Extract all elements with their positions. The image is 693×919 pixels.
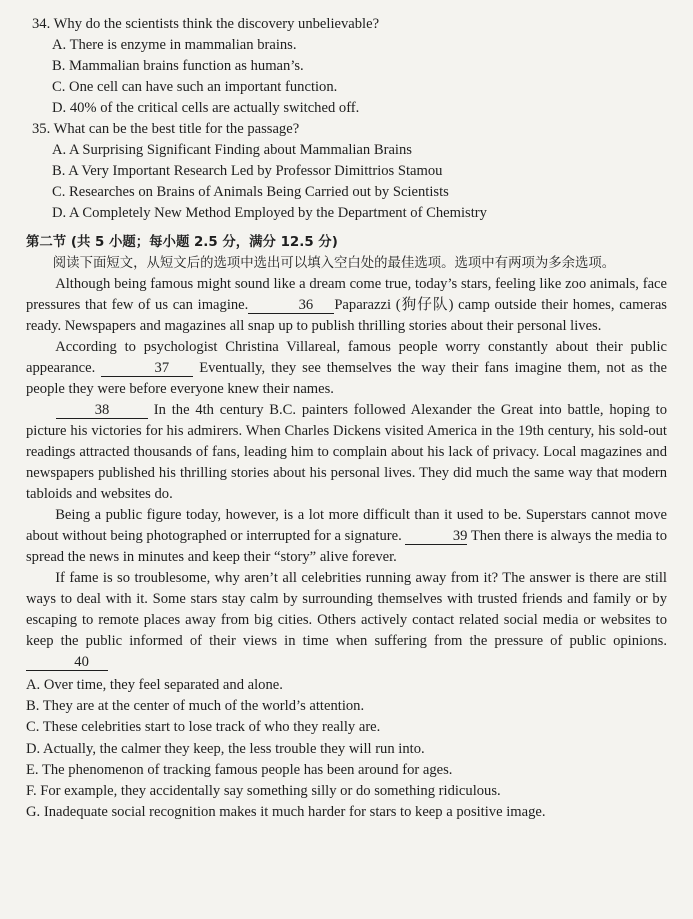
choice-b: B. They are at the center of much of the world’s attention. <box>26 698 365 715</box>
passage-paragraph-1 <box>26 274 667 337</box>
question-stem: 34. Why do the scientists think the discovery unbelievable? <box>32 16 380 32</box>
question-stem: 35. What can be the best title for the passage? <box>32 121 300 137</box>
question-34 <box>26 14 667 119</box>
blank-36: 36 <box>248 297 334 314</box>
paragraph-text: In the 4th century B.C. painters followed Alexander the Great into battle, hoping to picture his victories for his admirers. When Charles Dickens visited America in the 19th century, his sold-out readings attracted thousands of fans, leading him to complain about his lack of privacy. Local magazines and newspapers published his thrilling stories about his personal lives. They did much the same way that modern tabloids and websites do. <box>26 402 667 502</box>
option-a: A. There is enzyme in mammalian brains. <box>52 37 297 53</box>
choice-f: F. For example, they accidentally say something silly or do something ridiculous. <box>26 783 501 800</box>
paragraph-text: According to psychologist Christina Villareal, famous people worry constantly about their public appearance. <box>26 339 667 376</box>
choice-a: A. Over time, they feel separated and alone. <box>26 677 283 693</box>
paragraph-text: If fame is so troublesome, why aren’t all celebrities running away from it? The answer is there are still ways to deal with it. Some stars stay calm by surrounding themselves with trusted friends and family or by escaping to remote places away from big cities. Others actively contact related social media or websites to keep the public informed of their views in time when suffering from the pressure of public opinions. <box>26 570 667 649</box>
option-c: C. Researches on Brains of Animals Being Carried out by Scientists <box>52 184 449 200</box>
option-b: B. A Very Important Research Led by Professor Dimittrios Stamou <box>52 163 443 179</box>
paragraph-text: Then there is always the media to spread the news in minutes and keep their “story” alive forever. <box>26 528 667 565</box>
paragraph-text: Being a public figure today, however, is a lot more difficult than it used to be. Superstars cannot move about without being photographed or interrupted for a signature. <box>26 507 667 544</box>
blank-37: 37 <box>101 360 193 377</box>
option-b: B. Mammalian brains function as human’s. <box>52 58 304 74</box>
passage-paragraph-2 <box>26 337 667 400</box>
option-a: A. A Surprising Significant Finding about Mammalian Brains <box>52 142 412 158</box>
paragraph-text: Paparazzi (狗仔队) camp outside their homes, cameras ready. Newspapers and magazines all snap up to publish thrilling stories about their personal lives. <box>26 297 667 334</box>
paragraph-text: Eventually, they see themselves the way their fans imagine them, not as the people they were before everyone knew their names. <box>26 360 667 397</box>
blank-40: 40 <box>26 654 108 671</box>
question-35 <box>26 119 667 224</box>
passage-paragraph-3 <box>26 400 667 505</box>
choice-list <box>26 675 667 823</box>
section-heading: 第二节 (共 5 小题；每小题 2.5 分，满分 12.5 分) <box>26 235 338 250</box>
passage-paragraph-5 <box>26 568 667 673</box>
choice-c: C. These celebrities start to lose track of who they really are. <box>26 719 381 736</box>
section-instructions: 阅读下面短文，从短文后的选项中选出可以填入空白处的最佳选项。选项中有两项为多余选项。 <box>52 256 616 271</box>
blank-39: 39 <box>405 528 467 545</box>
choice-g: G. Inadequate social recognition makes it much harder for stars to keep a positive image. <box>26 804 546 821</box>
option-d: D. 40% of the critical cells are actually switched off. <box>52 100 360 116</box>
blank-38: 38 <box>56 402 148 419</box>
option-c: C. One cell can have such an important function. <box>52 79 338 95</box>
choice-d: D. Actually, the calmer they keep, the less trouble they will run into. <box>26 740 425 757</box>
passage-paragraph-4 <box>26 505 667 568</box>
choice-e: E. The phenomenon of tracking famous people has been around for ages. <box>26 761 453 778</box>
paragraph-text: Although being famous might sound like a dream come true, today’s stars, feeling like zoo animals, face pressures that few of us can imagine. <box>26 276 667 313</box>
option-d: D. A Completely New Method Employed by the Department of Chemistry <box>52 205 487 221</box>
